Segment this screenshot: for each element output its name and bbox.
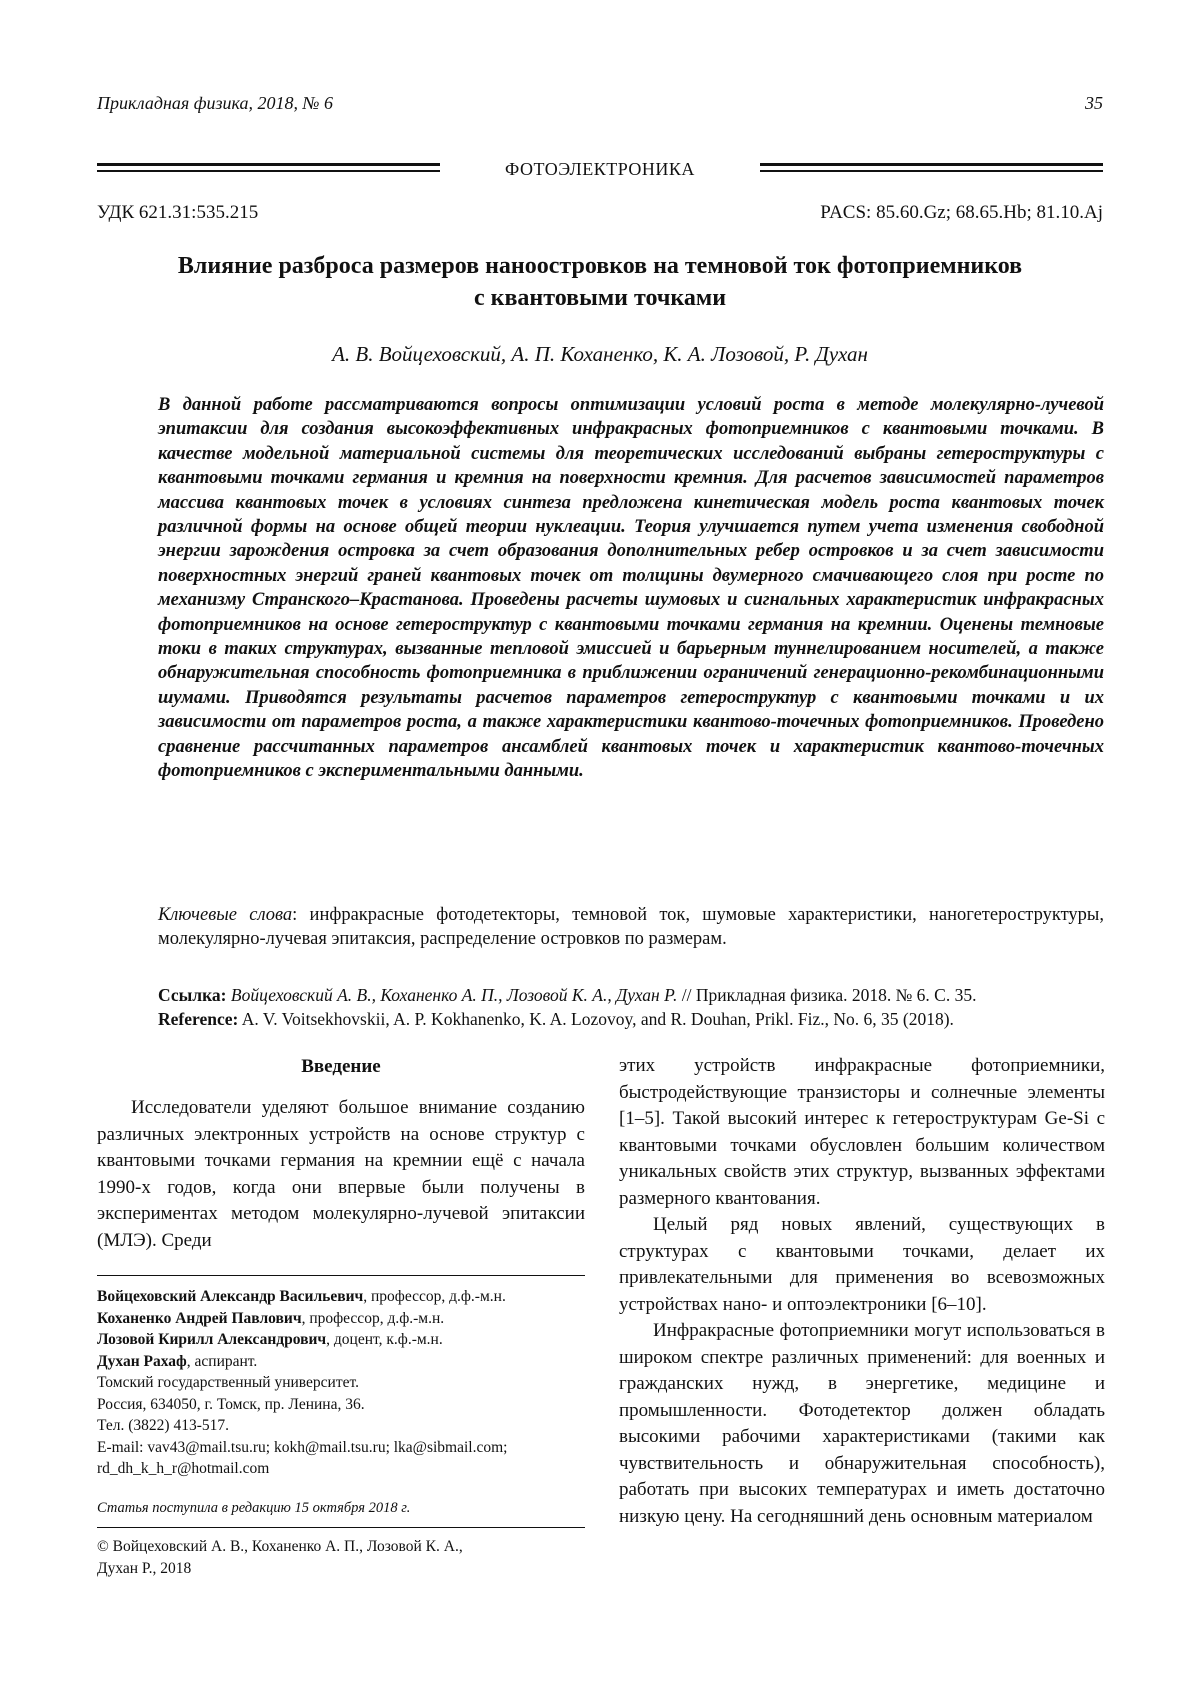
citation-block (158, 983, 1104, 1031)
citation-ru (158, 983, 1104, 1007)
affil-author-4 (97, 1351, 585, 1373)
author-affiliations (97, 1286, 585, 1480)
affil-author-3-name: Лозовой Кирилл Александрович (97, 1331, 326, 1348)
reference-label: Reference: (158, 1009, 238, 1029)
title-line-1: Влияние разброса размеров наноостровков на темновой ток фотоприемников (80, 250, 1120, 282)
intro-paragraph-3: Целый ряд новых явлений, существующих в структурах с квантовыми точками, делает их привлекательными для применения во всевозможных устройствах нано- и оптоэлектроники [6–10]. (619, 1212, 1105, 1318)
copyright-line-2: Духан Р., 2018 (97, 1558, 585, 1580)
received-date: Статья поступила в редакцию 15 октября 2018 г. (97, 1500, 585, 1517)
pacs-code: PACS: 85.60.Gz; 68.65.Hb; 81.10.Aj (820, 202, 1103, 224)
udk-code: УДК 621.31:535.215 (97, 202, 258, 224)
citation-en (158, 1007, 1104, 1031)
page-number: 35 (1085, 93, 1103, 114)
affil-phone: Тел. (3822) 413-517. (97, 1415, 585, 1437)
footnote-divider (97, 1275, 585, 1276)
copyright-line-1: © Войцеховский А. В., Коханенко А. П., Лозовой К. А., (97, 1536, 585, 1558)
running-head: Прикладная физика, 2018, № 6 (97, 93, 333, 114)
abstract: В данной работе рассматриваются вопросы оптимизации условий роста в методе молекулярно-лучевой эпитаксии для создания высокоэффективных инфракрасных фотоприемников с квантовыми точками. В качестве модельной материальной системы для теоретических исследований выбраны гетероструктуры с квантовыми точками германия и кремния на поверхности кремния. Для расчетов зависимостей параметров массива квантовых точек в условиях синтеза предложена кинетическая модель роста квантовых точек различной формы на основе общей теории нуклеации. Теория улучшается путем учета изменения свободной энергии зарождения островка за счет образования дополнительных ребер островков и за счет зависимости поверхностных энергий граней квантовых точек от толщины двумерного смачивающего слоя при росте по механизму Странского–Крастанова. Проведены расчеты шумовых и сигнальных характеристик инфракрасных фотоприемников на основе гетероструктур с квантовыми точками германия на кремнии. Оценены темновые токи в таких структурах, вызванные тепловой эмиссией и барьерным туннелированием носителей, а также обнаружительная способность фотоприемника в приближении ограничений генерационно-рекомбинационными шумами. Приводятся результаты расчетов параметров гетероструктур с квантовыми точками и их зависимости от параметров роста, а также характеристики квантово-точечных фотоприемников. Проведено сравнение рассчитанных параметров ансамблей квантовых точек и характеристик квантово-точечных фотоприемников с экспериментальными данными. (158, 393, 1104, 784)
affil-email-2: rd_dh_k_h_r@hotmail.com (97, 1458, 585, 1480)
section-title: ФОТОЭЛЕКТРОНИКА (0, 159, 1200, 180)
affil-author-1 (97, 1286, 585, 1308)
affil-author-4-name: Духан Рахаф (97, 1353, 187, 1370)
keywords-text: : инфракрасные фотодетекторы, темновой ток, шумовые характеристики, наногетероструктуры, молекулярно-лучевая эпитаксия, распределение островков по размерам. (158, 905, 1104, 949)
affil-author-1-role: , профессор, д.ф.-м.н. (363, 1288, 506, 1305)
affil-university: Томский государственный университет. (97, 1372, 585, 1394)
affil-author-2-role: , профессор, д.ф.-м.н. (302, 1310, 445, 1327)
citation-label: Ссылка: (158, 985, 227, 1005)
intro-paragraph-4: Инфракрасные фотоприемники могут использоваться в широком спектре различных применений: для военных и гражданских нужд, в энергетике, медицине и промышленности. Фотодетектор должен обладать высокими рабочими характеристиками (такими как чувствительность и обнаружительная способность), работать при высоких температурах и иметь достаточно низкую цену. На сегодняшний день основным материалом (619, 1318, 1105, 1530)
citation-authors: Войцеховский А. В., Коханенко А. П., Лозовой К. А., Духан Р. (231, 985, 678, 1005)
affil-author-4-role: , аспирант. (187, 1353, 258, 1370)
affil-email-1: E-mail: vav43@mail.tsu.ru; kokh@mail.tsu.ru; lka@sibmail.com; (97, 1437, 585, 1459)
affil-author-2 (97, 1308, 585, 1330)
citation-source: // Прикладная физика. 2018. № 6. С. 35. (677, 985, 976, 1005)
affil-author-2-name: Коханенко Андрей Павлович (97, 1310, 302, 1327)
keywords-label: Ключевые слова (158, 905, 292, 925)
keywords (158, 903, 1104, 951)
intro-heading: Введение (97, 1056, 585, 1078)
copyright-divider (97, 1527, 585, 1528)
intro-paragraph-1: Исследователи уделяют большое внимание созданию различных электронных устройств на основе структур с квантовыми точками германия на кремнии ещё с начала 1990-х годов, когда они впервые были получены в экспериментах методом молекулярно-лучевой эпитаксии (МЛЭ). Среди (97, 1095, 585, 1254)
article-title (80, 250, 1120, 314)
intro-paragraph-2: этих устройств инфракрасные фотоприемники, быстродействующие транзисторы и солнечные элементы [1–5]. Такой высокий интерес к гетероструктурам Ge-Si с квантовыми точками обусловлен большим количеством уникальных свойств этих структур, вызванных эффектами размерного квантования. (619, 1053, 1105, 1212)
reference-text: A. V. Voitsekhovskii, A. P. Kokhanenko, K. A. Lozovoy, and R. Douhan, Prikl. Fiz., No. 6, 35 (2018). (238, 1009, 954, 1029)
copyright (97, 1536, 585, 1580)
affil-author-3 (97, 1329, 585, 1351)
affil-author-1-name: Войцеховский Александр Васильевич (97, 1288, 363, 1305)
intro-right-column (619, 1053, 1105, 1530)
affil-address: Россия, 634050, г. Томск, пр. Ленина, 36. (97, 1394, 585, 1416)
authors: А. В. Войцеховский, А. П. Коханенко, К. А. Лозовой, Р. Духан (0, 342, 1200, 367)
affil-author-3-role: , доцент, к.ф.-м.н. (326, 1331, 443, 1348)
title-line-2: с квантовыми точками (80, 282, 1120, 314)
intro-left-column (97, 1095, 585, 1254)
